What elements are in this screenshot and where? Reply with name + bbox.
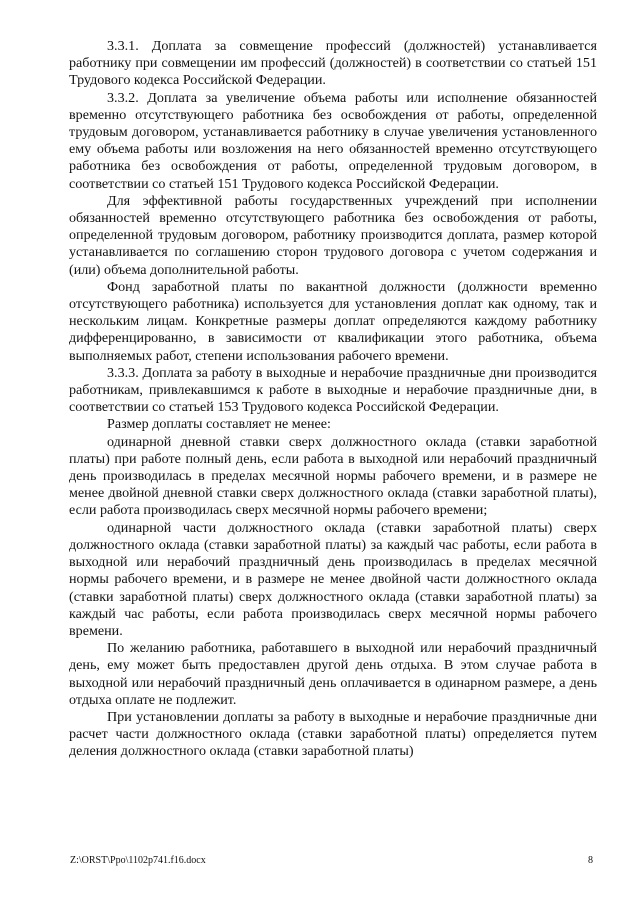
paragraph-hourly-rate: одинарной части должностного оклада (ставки заработной платы) сверх должностного оклада (ставки заработной платы) за каждый час работы, если работа в выходной или нерабочий праздничный день производилась в пределах месячной нормы рабочего времени, и в размере не менее двойной части должностного оклада (ставки заработной платы) сверх должностного оклада (ставки заработной платы) за каждый час работы, если работа производилась сверх месячной нормы рабочего времени.: [69, 519, 597, 639]
paragraph-3-3-3: 3.3.3. Доплата за работу в выходные и нерабочие праздничные дни производится работникам, привлекавшимся к работе в выходные и нерабочие праздничные дни, в соответствии со статьей 153 Трудового кодекса Российской Федерации.: [69, 364, 597, 416]
paragraph-3-3-2: 3.3.2. Доплата за увеличение объема работы или исполнение обязанностей временно отсутствующего работника без освобождения от работы, определенной трудовым договором, устанавливается работнику в случае увеличения установленного ему объема работы или возложения на него обязанностей временно отсутствующего работника без освобождения от работы, определенной трудовым договором, в соответствии со статьей 151 Трудового кодекса Российской Федерации.: [69, 89, 597, 192]
paragraph-day-off: По желанию работника, работавшего в выходной или нерабочий праздничный день, ему может быть предоставлен другой день отдыха. В этом случае работа в выходной или нерабочий праздничный день оплачивается в одинарном размере, а день отдыха оплате не подлежит.: [69, 640, 597, 708]
paragraph-daily-rate: одинарной дневной ставки сверх должностного оклада (ставки заработной платы) при работе полный день, если работа в выходной или нерабочий праздничный день производилась в пределах месячной нормы рабочего времени, и в размере не менее двойной дневной ставки сверх должностного оклада (ставки заработной платы), если работа производилась сверх месячной нормы рабочего времени;: [69, 433, 597, 519]
paragraph-payroll-fund: Фонд заработной платы по вакантной должности (должности временно отсутствующего работника) используется для установления доплат как одному, так и нескольким лицам. Конкретные размеры доплат определяются каждому работнику дифференцированно, в зависимости от квалификации этого работника, объема выполняемых работ, степени использования рабочего времени.: [69, 278, 597, 364]
paragraph-payment-size: Размер доплаты составляет не менее:: [107, 416, 331, 433]
document-body: [69, 38, 597, 761]
footer-file-path: Z:\ORST\Ppo\1102p741.f16.docx: [70, 855, 206, 866]
paragraph-effective-work: Для эффективной работы государственных учреждений при исполнении обязанностей временно отсутствующего работника без освобождения от работы, определенной трудовым договором, работнику производится доплата, размер которой устанавливается по соглашению сторон трудового договора с учетом содержания и (или) объема дополнительной работы.: [69, 192, 597, 278]
footer-page-number: 8: [588, 855, 593, 866]
paragraph-3-3-1: 3.3.1. Доплата за совмещение профессий (должностей) устанавливается работнику при совмещении им профессий (должностей) в соответствии со статьей 151 Трудового кодекса Российской Федерации.: [69, 38, 597, 89]
paragraph-calculation: При установлении доплаты за работу в выходные и нерабочие праздничные дни расчет части должностного оклада (ставки заработной платы) определяется путем деления должностного оклада (ставки заработной платы): [69, 708, 597, 760]
